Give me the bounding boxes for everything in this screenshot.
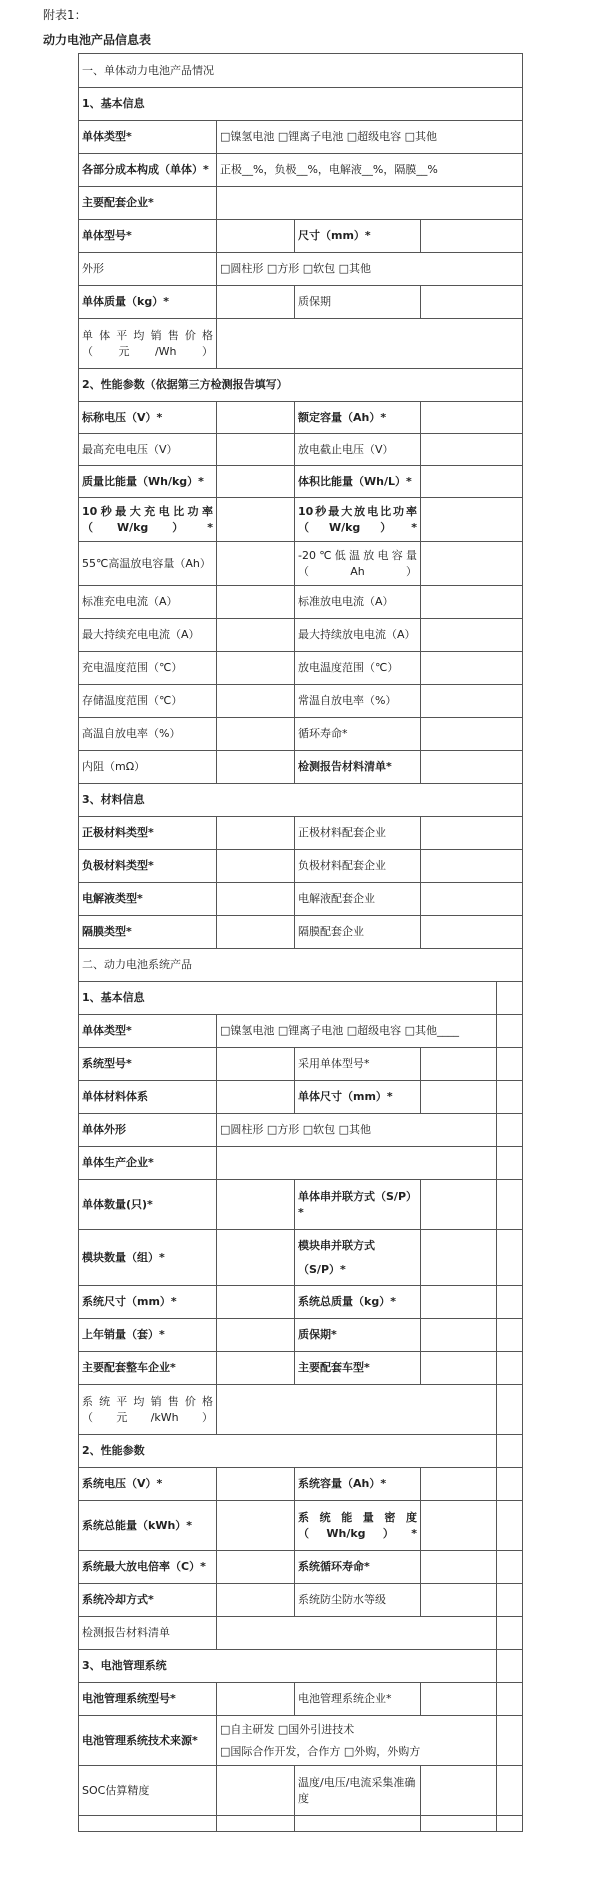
perf-row (79, 652, 523, 685)
blank-cell (79, 1816, 217, 1832)
cost-label: 各部分成本构成（单体）* (79, 154, 217, 187)
cell-size-label: 单体尺寸（mm）* (295, 1081, 421, 1114)
blank-cell (497, 1816, 523, 1832)
soc-input[interactable] (217, 1766, 295, 1816)
form-title: 动力电池产品信息表 (43, 33, 152, 47)
material-supplier-label: 电解液配套企业 (295, 883, 421, 916)
sys-warranty-input[interactable] (421, 1319, 497, 1352)
material-type-label: 负极材料类型* (79, 850, 217, 883)
perf-param-label: 额定容量（Ah）* (295, 402, 421, 434)
warranty-label: 质保期 (295, 286, 421, 319)
material-type-input[interactable] (217, 883, 295, 916)
perf-param-label: 体积比能量（Wh/L）* (295, 466, 421, 498)
bms-source-line1[interactable]: □自主研发 □国外引进技术 (220, 1722, 355, 1736)
blank-cell (497, 1230, 523, 1286)
sales-label: 上年销量（套）* (79, 1319, 217, 1352)
perf-row (79, 542, 523, 586)
shape-label: 外形 (79, 253, 217, 286)
cell-material-label: 单体材料体系 (79, 1081, 217, 1114)
perf-param-input[interactable] (217, 402, 295, 434)
shape-options[interactable]: □圆柱形 □方形 □软包 □其他 (217, 253, 523, 286)
sys-report-input[interactable] (217, 1617, 497, 1650)
sys-rate-input[interactable] (217, 1551, 295, 1584)
price-label: 单体平均销售价格（元/Wh） (79, 319, 217, 369)
supplier-input[interactable] (217, 187, 523, 220)
perf-param-input[interactable] (421, 466, 523, 498)
material-type-label: 隔膜类型* (79, 916, 217, 949)
module-sp-label (295, 1230, 421, 1286)
part1-basic-heading: 1、基本信息 (79, 88, 523, 121)
perf-row (79, 619, 523, 652)
system-mass-input[interactable] (421, 1286, 497, 1319)
material-type-label: 电解液类型* (79, 883, 217, 916)
perf-param-input[interactable] (217, 619, 295, 652)
perf-param-label: 10秒最大放电比功率（W/kg）* (295, 498, 421, 542)
perf-row (79, 402, 523, 434)
perf-param-input[interactable] (421, 718, 523, 751)
bms-maker-input[interactable] (421, 1683, 497, 1716)
system-size-label: 系统尺寸（mm）* (79, 1286, 217, 1319)
perf-param-input[interactable] (217, 652, 295, 685)
bms-model-input[interactable] (217, 1683, 295, 1716)
mass-input[interactable] (217, 286, 295, 319)
perf-param-label: 循环寿命* (295, 718, 421, 751)
cell-count-label: 单体数量(只)* (79, 1180, 217, 1230)
cell-material-input[interactable] (217, 1081, 295, 1114)
used-cell-model-input[interactable] (421, 1048, 497, 1081)
cell-type-options[interactable]: □镍氢电池 □锂离子电池 □超级电容 □其他 (217, 121, 523, 154)
sys-warranty-label: 质保期* (295, 1319, 421, 1352)
cell-size-input[interactable] (421, 1081, 497, 1114)
perf-row (79, 498, 523, 542)
perf-param-input[interactable] (421, 498, 523, 542)
bms-source-options[interactable] (217, 1716, 497, 1766)
perf-param-label: -20℃低温放电容量（Ah） (295, 542, 421, 586)
part2-heading: 二、动力电池系统产品 (79, 949, 523, 982)
material-supplier-label: 负极材料配套企业 (295, 850, 421, 883)
sys-capacity-input[interactable] (421, 1468, 497, 1501)
sys-rate-label: 系统最大放电倍率（C）* (79, 1551, 217, 1584)
vehicle-maker-input[interactable] (217, 1352, 295, 1385)
material-supplier-label: 隔膜配套企业 (295, 916, 421, 949)
cost-value[interactable]: 正极__%，负极__%，电解液__%，隔膜__% (217, 154, 523, 187)
blank-cell (497, 1617, 523, 1650)
perf-param-label: 标准充电电流（A） (79, 586, 217, 619)
blank-cell (217, 1816, 295, 1832)
part1-perf-heading: 2、性能参数（依据第三方检测报告填写） (79, 369, 523, 402)
part2-perf-heading: 2、性能参数 (79, 1435, 497, 1468)
perf-row (79, 718, 523, 751)
sys-ip-label: 系统防尘防水等级 (295, 1584, 421, 1617)
perf-param-input[interactable] (217, 542, 295, 586)
perf-param-input[interactable] (421, 751, 523, 784)
blank-cell (497, 1501, 523, 1551)
perf-param-input[interactable] (217, 586, 295, 619)
system-model-label: 系统型号* (79, 1048, 217, 1081)
blank-cell (497, 1766, 523, 1816)
mass-label: 单体质量（kg）* (79, 286, 217, 319)
perf-param-label: 最大持续充电电流（A） (79, 619, 217, 652)
cell-sp-input[interactable] (421, 1180, 497, 1230)
perf-param-input[interactable] (217, 466, 295, 498)
perf-row (79, 434, 523, 466)
material-type-input[interactable] (217, 817, 295, 850)
sys-price-input[interactable] (217, 1385, 497, 1435)
sys-voltage-input[interactable] (217, 1468, 295, 1501)
part2-basic-heading: 1、基本信息 (79, 982, 497, 1015)
material-supplier-label: 正极材料配套企业 (295, 817, 421, 850)
material-type-input[interactable] (217, 916, 295, 949)
material-supplier-input[interactable] (421, 883, 523, 916)
bms-source-label: 电池管理系统技术来源* (79, 1716, 217, 1766)
perf-param-label: 常温自放电率（%） (295, 685, 421, 718)
blank-cell (497, 1716, 523, 1766)
sys-cooling-label: 系统冷却方式* (79, 1584, 217, 1617)
module-count-input[interactable] (217, 1230, 295, 1286)
material-type-input[interactable] (217, 850, 295, 883)
blank-cell (497, 1147, 523, 1180)
perf-param-label: 10秒最大充电比功率（W/kg）* (79, 498, 217, 542)
sys-ip-input[interactable] (421, 1584, 497, 1617)
blank-cell (497, 1468, 523, 1501)
sys-energy-density-label: 系统能量密度（Wh/kg）* (295, 1501, 421, 1551)
sys-report-label: 检测报告材料清单 (79, 1617, 217, 1650)
perf-param-label: 充电温度范围（℃） (79, 652, 217, 685)
sensor-accuracy-input[interactable] (421, 1766, 497, 1816)
material-supplier-input[interactable] (421, 817, 523, 850)
perf-row (79, 751, 523, 784)
materials-heading: 3、材料信息 (79, 784, 523, 817)
model-input[interactable] (217, 220, 295, 253)
perf-param-input[interactable] (421, 434, 523, 466)
vehicle-model-input[interactable] (421, 1352, 497, 1385)
size-label: 尺寸（mm）* (295, 220, 421, 253)
blank-cell (497, 1015, 523, 1048)
model-label: 单体型号* (79, 220, 217, 253)
part1-heading: 一、单体动力电池产品情况 (79, 54, 523, 88)
sensor-accuracy-label: 温度/电压/电流采集准确度 (295, 1766, 421, 1816)
module-sp-input[interactable] (421, 1230, 497, 1286)
cell-shape-label: 单体外形 (79, 1114, 217, 1147)
sys-cooling-input[interactable] (217, 1584, 295, 1617)
material-row (79, 916, 523, 949)
sys-price-label: 系统平均销售价格（元/kWh） (79, 1385, 217, 1435)
blank-cell (497, 982, 523, 1015)
blank-cell (497, 1352, 523, 1385)
perf-param-label: 最高充电电压（V） (79, 434, 217, 466)
perf-param-label: 高温自放电率（%） (79, 718, 217, 751)
bms-heading: 3、电池管理系统 (79, 1650, 497, 1683)
perf-param-input[interactable] (217, 685, 295, 718)
perf-param-label: 55℃高温放电容量（Ah） (79, 542, 217, 586)
sys-capacity-label: 系统容量（Ah）* (295, 1468, 421, 1501)
used-cell-model-label: 采用单体型号* (295, 1048, 421, 1081)
battery-info-table (78, 53, 523, 1832)
perf-param-input[interactable] (217, 434, 295, 466)
perf-param-label: 存储温度范围（℃） (79, 685, 217, 718)
blank-cell (497, 1114, 523, 1147)
sys-energy-density-input[interactable] (421, 1501, 497, 1551)
system-mass-label: 系统总质量（kg）* (295, 1286, 421, 1319)
perf-param-label: 质量比能量（Wh/kg）* (79, 466, 217, 498)
blank-cell (497, 1551, 523, 1584)
perf-param-label: 最大持续放电电流（A） (295, 619, 421, 652)
material-supplier-input[interactable] (421, 850, 523, 883)
perf-param-input[interactable] (421, 542, 523, 586)
supplier-label: 主要配套企业* (79, 187, 217, 220)
sales-input[interactable] (217, 1319, 295, 1352)
material-type-label: 正极材料类型* (79, 817, 217, 850)
sys-voltage-label: 系统电压（V）* (79, 1468, 217, 1501)
perf-param-input[interactable] (421, 685, 523, 718)
perf-row (79, 685, 523, 718)
module-count-label: 模块数量（组）* (79, 1230, 217, 1286)
perf-row (79, 586, 523, 619)
vehicle-maker-label: 主要配套整车企业* (79, 1352, 217, 1385)
blank-cell (497, 1435, 523, 1468)
perf-param-input[interactable] (421, 619, 523, 652)
material-row (79, 883, 523, 916)
sys-cell-type-options[interactable]: □镍氢电池 □锂离子电池 □超级电容 □其他____ (217, 1015, 497, 1048)
module-sp-line1: 模块串并联方式 (298, 1238, 375, 1252)
cell-count-input[interactable] (217, 1180, 295, 1230)
price-input[interactable] (217, 319, 523, 369)
bms-maker-label: 电池管理系统企业* (295, 1683, 421, 1716)
material-supplier-input[interactable] (421, 916, 523, 949)
blank-cell (497, 1319, 523, 1352)
blank-cell (497, 1385, 523, 1435)
material-row (79, 817, 523, 850)
material-row (79, 850, 523, 883)
perf-param-label: 标称电压（V）* (79, 402, 217, 434)
blank-cell (497, 1081, 523, 1114)
cell-type-label: 单体类型* (79, 121, 217, 154)
perf-param-label: 放电温度范围（℃） (295, 652, 421, 685)
perf-param-input[interactable] (217, 718, 295, 751)
perf-param-input[interactable] (421, 402, 523, 434)
module-sp-line2: （S/P）* (298, 1262, 346, 1276)
perf-param-label: 放电截止电压（V） (295, 434, 421, 466)
size-input[interactable] (421, 220, 523, 253)
sys-energy-input[interactable] (217, 1501, 295, 1551)
blank-cell (497, 1650, 523, 1683)
soc-label: SOC估算精度 (79, 1766, 217, 1816)
system-model-input[interactable] (217, 1048, 295, 1081)
blank-cell (295, 1816, 421, 1832)
sys-cycle-input[interactable] (421, 1551, 497, 1584)
perf-param-label: 内阻（mΩ） (79, 751, 217, 784)
cell-sp-label: 单体串并联方式（S/P）* (295, 1180, 421, 1230)
perf-param-label: 标准放电电流（A） (295, 586, 421, 619)
blank-cell (421, 1816, 497, 1832)
vehicle-model-label: 主要配套车型* (295, 1352, 421, 1385)
perf-param-input[interactable] (217, 498, 295, 542)
cell-shape-options[interactable]: □圆柱形 □方形 □软包 □其他 (217, 1114, 497, 1147)
perf-row (79, 466, 523, 498)
cell-maker-label: 单体生产企业* (79, 1147, 217, 1180)
blank-cell (497, 1048, 523, 1081)
warranty-input[interactable] (421, 286, 523, 319)
perf-param-input[interactable] (217, 751, 295, 784)
perf-param-input[interactable] (421, 586, 523, 619)
attachment-label: 附表1： (43, 8, 87, 22)
sys-energy-label: 系统总能量（kWh）* (79, 1501, 217, 1551)
perf-param-input[interactable] (421, 652, 523, 685)
blank-cell (497, 1180, 523, 1230)
system-size-input[interactable] (217, 1286, 295, 1319)
blank-cell (497, 1584, 523, 1617)
bms-source-line2[interactable]: □国际合作开发，合作方 □外购，外购方 (220, 1744, 421, 1758)
blank-cell (497, 1286, 523, 1319)
sys-cell-type-label: 单体类型* (79, 1015, 217, 1048)
sys-cycle-label: 系统循环寿命* (295, 1551, 421, 1584)
cell-maker-input[interactable] (217, 1147, 497, 1180)
perf-param-label: 检测报告材料清单* (295, 751, 421, 784)
bms-model-label: 电池管理系统型号* (79, 1683, 217, 1716)
blank-cell (497, 1683, 523, 1716)
